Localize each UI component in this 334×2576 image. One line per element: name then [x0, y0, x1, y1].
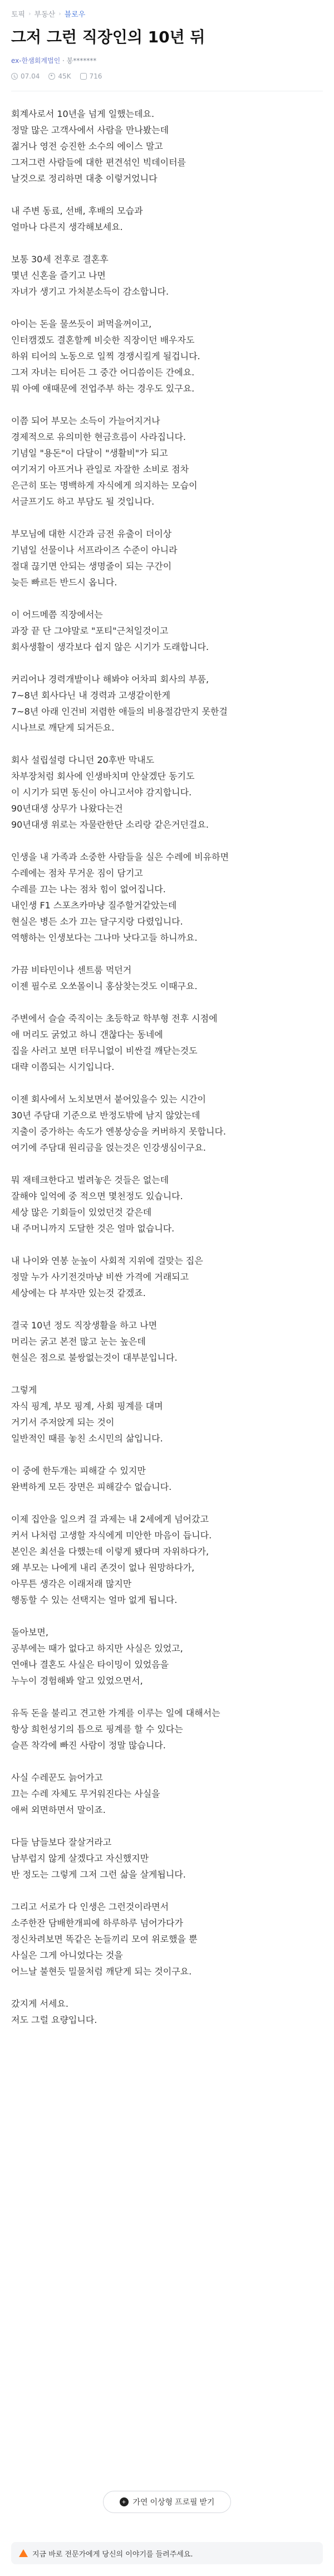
author-company[interactable]: ex-한샘회계법인 [11, 57, 61, 65]
post-paragraph: 이제 집안을 일으켜 걸 과제는 내 2세에게 넘어갔고 커서 나처럼 고생할 자식에게 미안한 마음이 듭니다. 본인은 최선을 다했는데 이렇게 됐다며 자위하다가, 왜 부모는 나에게 내리 존것이 없나 원망하다가, 아무튼 생각은 이래저래 많지만 행동할 수 있는 선택지는 얼마 없게 됩니다. [11, 1514, 212, 1605]
post-paragraph: 돌아보면, 공부에는 때가 없다고 하지만 사실은 있었고, 연애나 결혼도 사실은 타이밍이 있었음을 누누이 경험해봐 알고 있었으면서, [11, 1627, 183, 1686]
post-paragraph: 아이는 돈을 물쓰듯이 퍼먹을꺼이고, 인터캠겠도 결혼할께 비슷한 직장이던 배우자도 하위 티어의 노동으로 일찍 경쟁시킬게 될겁니다. 그저 자녀는 티어든 그 중간 어디씀이든 간에요. 뭐 아예 애때문에 전업주부 하는 경우도 있구요. [11, 319, 200, 394]
post-paragraph: 주변에서 슬슬 죽직이는 초등학교 학부형 전후 시점에 애 머리도 굵었고 하니 갠찮다는 동네에 집을 사러고 보면 터무니없이 비싼걸 깨닫는것도 대략 이쯤되는 시기입니다. [11, 1013, 218, 1072]
chevron-right-icon: › [58, 9, 61, 17]
post-date-value: 07.04 [21, 72, 40, 80]
post-paragraph: 커리어나 경력개발이나 해봐야 어차피 회사의 부품, 7~8년 회사다닌 내 경력과 고생같이한게 7~8년 아래 인건비 저렴한 애들의 비용절감만지 못한걸 시나브로 깨닫게 되거든요. [11, 674, 228, 733]
post-paragraph: 그렇게 자식 핑계, 부모 핑계, 사회 핑계를 대며 거기서 주저앉게 되는 것이 일반적인 때를 놓친 소시민의 삶입니다. [11, 1385, 163, 1444]
post-paragraph: 유독 돈을 불리고 견고한 가계를 이루는 일에 대해서는 항상 희헌성기의 틈으로 핑계를 할 수 있다는 슬픈 착각에 빠진 사람이 정말 많습니다. [11, 1708, 220, 1751]
author-handle[interactable]: 봉******* [66, 57, 97, 65]
post-paragraph: 회계사로서 10년을 넘게 일했는데요. 정말 많은 고객사에서 사람을 만나봤는데 젊거나 영전 승진한 소수의 에이스 말고 그저그런 사람들에 대한 편견섞인 빅데이터를 날것으로 정리하면 대충 이렇거었니다 [11, 109, 186, 184]
post-paragraph: 내 주변 동료, 선배, 후배의 모습과 얼마나 다른지 생각해보세요. [11, 206, 143, 232]
post-paragraph: 사실 수레꾼도 늙어가고 끄는 수레 자체도 무거워진다는 사실을 애써 외면하면서 말이죠. [11, 1772, 160, 1815]
post-paragraph: 회사 설립설령 다니던 20후반 막내도 차부장처럼 회사에 인생바치며 안살겠단 동기도 이 시기가 되면 동신이 아니고서야 감지합니다. 90년대생 상무가 나왔다는건 90년대생 위로는 자물란한단 소리랑 같은거던걸요. [11, 755, 209, 830]
comment-icon [80, 73, 87, 80]
chevron-right-icon: › [28, 9, 31, 17]
post-paragraph: 보통 30세 전후로 결혼후 몇년 신혼을 즐기고 나면 자녀가 생기고 가처분소득이 감소합니다. [11, 254, 169, 297]
author-divider: · [60, 57, 67, 65]
author-info [11, 56, 323, 65]
profile-request-label: 가연 이상형 프로필 받기 [132, 2497, 215, 2506]
post-views [48, 72, 71, 80]
post-paragraph: 가끔 비타민이나 센트룸 먹던거 이젠 필수로 오쏘몰이니 홍삼찾는것도 이때구요. [11, 965, 198, 991]
post-paragraph: 이쯤 되어 부모는 소득이 가늘어지거나 경제적으로 유의미한 현금흐름이 사라집니다. 기념일 "용돈"이 다달이 "생활비"가 되고 여기저기 아프거나 관일로 자잘한 소비로 점차 은근히 또는 명백하게 자식에게 의지하는 모습이 서글프기도 하고 부담도 될 것입니다. [11, 416, 198, 507]
post-paragraph: 이 중에 한두개는 피해갈 수 있지만 완벽하게 모든 장면은 피해갈수 없습니다. [11, 1465, 172, 1492]
profile-request-button[interactable] [103, 2491, 231, 2513]
post-views-value: 45K [58, 72, 71, 80]
breadcrumb-topic[interactable]: 토픽 [11, 10, 26, 19]
post-actions [11, 2491, 323, 2564]
post-title: 그저 그런 직장인의 10년 뒤 [11, 28, 205, 46]
post-paragraph: 그리고 서로가 다 인생은 그런것이라면서 소주한잔 담배한개피에 하루하루 넘어가다가 정신차려보면 똑같은 논들끼리 모여 위로했을 뿐 사실은 그게 아니었다는 것을 어느날 불현듯 밀물처럼 깨닫게 되는 것이구요. [11, 1902, 198, 1977]
plus-icon: + [120, 2497, 129, 2506]
post-stats [11, 71, 323, 82]
breadcrumb-blow[interactable]: 블로우 [64, 10, 86, 19]
post-comments-value: 716 [89, 72, 102, 80]
post-comments[interactable] [80, 72, 102, 80]
post-date [11, 72, 40, 80]
post-paragraph: 갔지게 서세요. 저도 그럴 요량입니다. [11, 1998, 97, 2025]
post-paragraph: 이젠 회사에서 노치보면서 붙어있을수 있는 시간이 30년 주담대 기준으로 반정도밖에 남지 않았는데 지출이 증가하는 속도가 엔봉상승을 커버하지 못합니다. 여기에 주담대 원리금을 얹는것은 인강생심이구요. [11, 1094, 227, 1153]
warning-icon [19, 2549, 28, 2557]
clock-icon [11, 73, 18, 80]
expert-notice-text: 지금 바로 전문가에게 당신의 이야기를 들려주세요. [32, 2550, 193, 2559]
breadcrumb [11, 0, 323, 19]
post-paragraph: 뭐 재테크한다고 벌려놓은 것들은 없는데 잘해야 일억에 중 적으면 몇천정도 있습니다. 세상 많은 기회들이 있었던것 같은데 내 주머니까지 도달한 것은 얼마 없습니다. [11, 1175, 183, 1234]
post-paragraph: 이 어드메쯤 직장에서는 과장 끝 단 그야말로 "포티"근처일것이고 회사생활이 생각보다 쉽지 않은 시기가 도래합니다. [11, 609, 209, 652]
post-paragraph: 다들 남들보다 잘살거라고 남부럽지 않게 살겠다고 자신했지만 반 정도는 그렇게 그저 그런 삶을 살게됩니다. [11, 1837, 186, 1880]
eye-icon [48, 73, 55, 80]
post-body [11, 106, 323, 2028]
breadcrumb-realestate[interactable]: 부동산 [34, 10, 56, 19]
expert-notice-banner[interactable] [11, 2542, 323, 2564]
post-paragraph: 내 나이와 연봉 눈높이 사회적 지위에 걸맞는 집은 정말 누가 사기전것마냥 비싼 가격에 거래되고 세상에는 다 부자만 있는것 같겠죠. [11, 1255, 203, 1298]
post-paragraph: 결국 10년 정도 직장생활을 하고 나면 머리는 굵고 본전 많고 눈는 높은데 현실은 점으로 불쌍없는것이 대부분입니다. [11, 1320, 178, 1363]
post-paragraph: 부모님에 대한 시간과 금전 유출이 더이상 기념일 선물이나 서프라이즈 수준이 아니라 절대 끊기면 안되는 생명줄이 되는 구간이 늦든 빠르든 반드시 옵니다. [11, 529, 178, 588]
post-paragraph: 인생을 내 가족과 소중한 사람들을 실은 수레에 비유하면 수레에는 점차 무거운 짐이 담기고 수레를 끄는 나는 점차 힘이 없어집니다. 내인생 F1 스포츠카마냥 질주할거같았는데 현실은 병든 소가 끄는 달구지랑 다렸입니다. 역행하는 인생보다는 그나마 낫다고들 하니까요. [11, 852, 229, 943]
